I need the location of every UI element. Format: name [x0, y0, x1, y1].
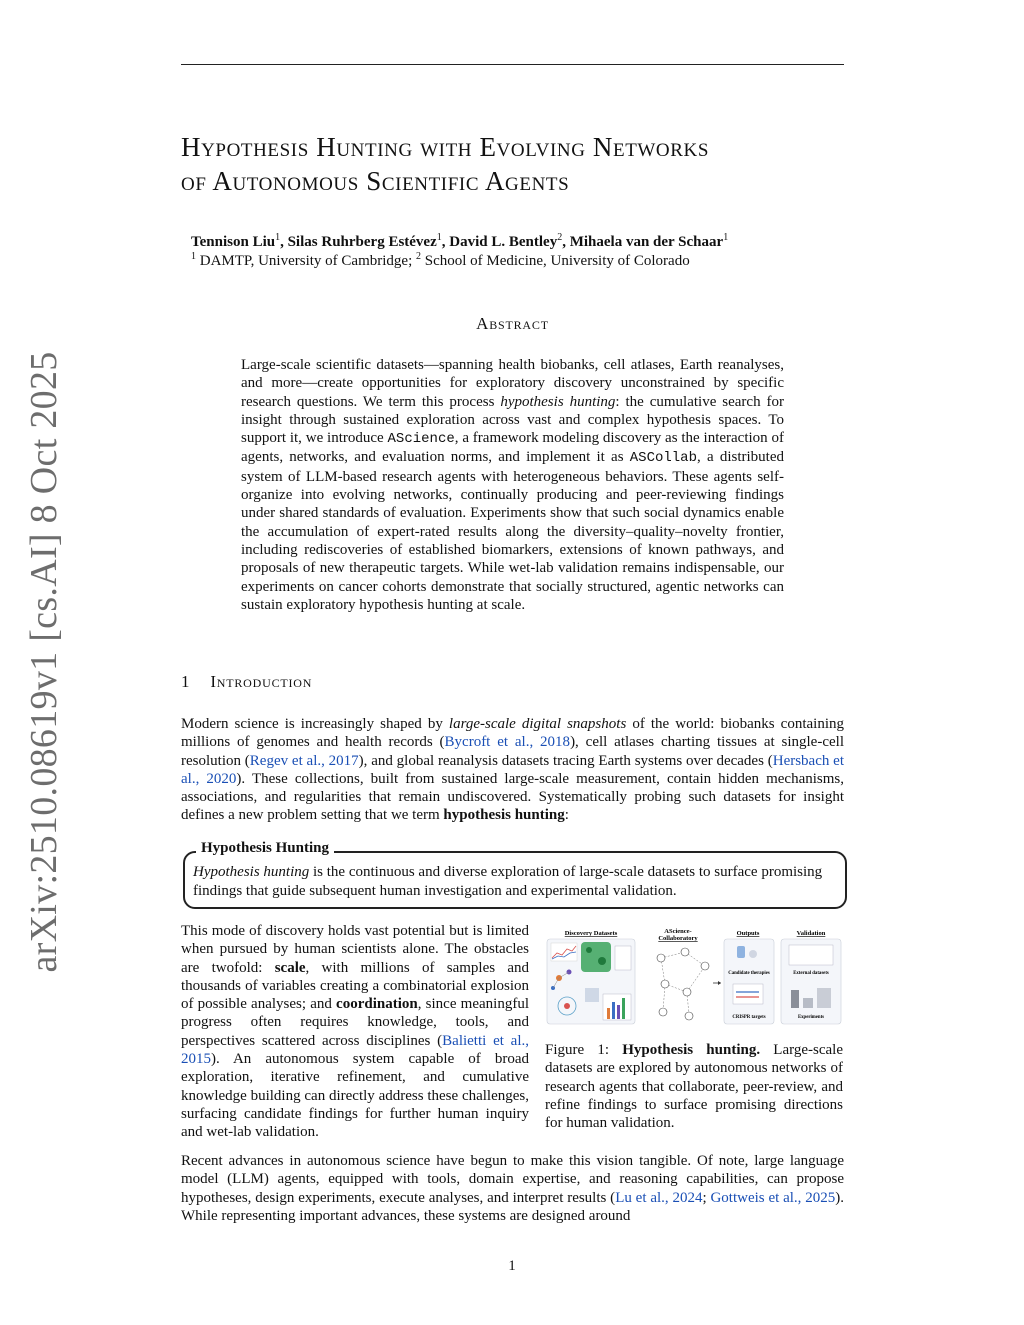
body-text: This mode of discovery holds vast potential but is limited when pursued by human scientists alone. The obstacles are twofold: [181, 923, 529, 976]
intro-paragraph-3 [181, 1152, 844, 1225]
definition-emphasis: Hypothesis hunting [193, 864, 310, 880]
heatmap-cell [586, 947, 592, 953]
definition-text: is the continuous and diverse exploration of large-scale datasets to surface promising findings that guide subsequent human investigation and experimental validation. [193, 864, 823, 899]
molecule-icon [749, 950, 757, 958]
section-heading-introduction [181, 672, 312, 692]
definition-box-text [193, 863, 839, 900]
author-affiliation-mark: 1 [275, 232, 281, 243]
microscope-icon [791, 990, 799, 1008]
body-bold: coordination [336, 996, 418, 1013]
validation-experiments-label: Experiments [797, 1015, 825, 1020]
citation-link[interactable]: Hersbach et al., 2020 [181, 752, 844, 787]
affiliations [191, 247, 831, 271]
panel-label-ascience-1: AScience- [664, 928, 692, 935]
citation-link[interactable]: Balietti et al., 2015 [181, 1032, 530, 1068]
external-data-thumbnail [789, 945, 833, 965]
title-line-1: Hypothesis Hunting with Evolving Networks [181, 132, 710, 162]
caption-label: Figure 1: [545, 1042, 623, 1058]
heatmap-cell [598, 957, 606, 965]
citation-link[interactable]: Regev et al., 2017 [249, 752, 359, 769]
validation-external-label: External datasets [793, 971, 829, 976]
intro-paragraph-2 [181, 922, 529, 1142]
abstract-text: , a distributed system of LLM-based research agents with heterogeneous behaviors. These agents self-organize into evolving networks, continually producing and peer-reviewing findings under shared standards of evaluation. Experiments show that such social dynamics enable the accumulation of expert-rated results along the diversity–quality–novelty frontier, including rediscoveries of established biomarkers, extensions of known pathways, and proposals of new therapeutic targets. While wet-lab validation remains indispensable, our experiments on cancer cohorts demonstrate that socially structured, agentic networks can sustain exploratory hypothesis hunting at scale. [241, 449, 784, 613]
page-number: 1 [508, 1258, 516, 1274]
body-text: ), and global reanalysis datasets tracing Earth systems over decades ( [358, 752, 773, 769]
body-text: ), cell atlases charting tissues at single-cell resolution ( [181, 734, 844, 769]
citation-link[interactable]: Lu et al., 2024 [615, 1189, 703, 1206]
flow-arrowhead [718, 981, 721, 985]
author-list: Tennison Liu$^1$, Silas Ruhrberg Estévez$^1$, David L. Bentley$^2$, Mihaela van der Schaar$^1$ [191, 232, 729, 250]
body-text: ). An autonomous system capable of broad exploration, iterative refinement, and cumulative knowledge building can directly address these challenges, surfacing candidate findings for further human inquiry and wet-lab validation. [181, 1051, 529, 1141]
author-affiliation-mark: 1 [436, 232, 442, 243]
author-affiliation-mark: 2 [557, 232, 563, 243]
author-name: David L. Bentley [449, 234, 558, 250]
body-text: , with millions of samples and thousands of variables creating a combinatorial explosion of possible analyses; and [181, 959, 529, 1013]
body-bold: hypothesis hunting [443, 807, 565, 824]
abstract-body [241, 356, 784, 614]
abstract-emphasis: hypothesis hunting [500, 393, 616, 410]
caption-bold: Hypothesis hunting. [622, 1042, 761, 1058]
paper-title [181, 130, 861, 198]
output-candidate-label: Candidate therapies [728, 971, 770, 976]
panel-label-outputs: Outputs [736, 930, 760, 937]
outputs-panel [724, 939, 774, 1024]
author-name: Tennison Liu [191, 234, 276, 250]
lab-equipment-icon [817, 988, 831, 1008]
body-emphasis: large-scale digital snapshots [448, 716, 627, 732]
bar-mark [617, 1005, 620, 1019]
image-thumbnail [585, 988, 599, 1002]
intro-paragraph-1 [181, 715, 844, 825]
author-name: Mihaela van der Schaar [569, 234, 724, 250]
body-text: ; [702, 1189, 711, 1206]
ascollab-code: ASCollab [629, 450, 697, 467]
affiliation-mark: 2 [415, 251, 421, 262]
panel-label-ascience-2: Collaboratory [658, 935, 698, 942]
arxiv-stamp[interactable]: arXiv:2510.08619v1 [cs.AI] 8 Oct 2025 [23, 351, 65, 973]
body-text: ). While representing important advances, these systems are designed around [181, 1189, 844, 1224]
caption-text: Large-scale datasets are explored by autonomous networks of research agents that collaborate, peer-review, and refine findings to surface promising directions for human validation. [545, 1042, 843, 1132]
cell-network-center [564, 1003, 570, 1009]
abstract-heading: Abstract [476, 314, 549, 333]
figure-1-svg [545, 928, 843, 1028]
pill-icon [737, 946, 745, 958]
body-text: ). These collections, built from sustained large-scale measurement, contain hidden mechanisms, associations, and regularities that remain undiscovered. Systematically probing such datasets for insight defines a new problem setting that we term [181, 770, 844, 824]
definition-box-title: Hypothesis Hunting [196, 840, 334, 857]
bar-mark [622, 998, 625, 1019]
header-rule [181, 64, 844, 65]
author-affiliation-mark: 1 [723, 232, 729, 243]
figure-1-caption [545, 1041, 843, 1132]
body-text: of the world: biobanks containing millions of genomes and health records ( [181, 716, 844, 751]
affiliation-colorado: School of Medicine, University of Colorado [424, 253, 690, 269]
abstract-text: : the cumulative search for insight through sustained exploration across vast and complex hypothesis spaces. To support it, we introduce [241, 393, 784, 447]
title-line-2: of Autonomous Scientific Agents [181, 166, 570, 196]
body-bold: scale [274, 959, 306, 976]
crispr-thumbnail [733, 984, 763, 1004]
body-text: : [564, 807, 569, 824]
author-name: Silas Ruhrberg Estévez [287, 234, 437, 250]
body-text: Modern science is increasingly shaped by [181, 716, 449, 732]
heatmap-thumbnail [581, 942, 611, 972]
figure-1-diagram [545, 928, 843, 1028]
body-text: , since meaningful progress often requires knowledge, tools, and perspectives scattered across disciplines ( [181, 996, 529, 1049]
output-crispr-label: CRISPR targets [732, 1015, 766, 1020]
citation-link[interactable]: Bycroft et al., 2018 [444, 734, 571, 751]
bar-mark [607, 1008, 610, 1019]
abstract-text: Large-scale scientific datasets—spanning health biobanks, cell atlases, Earth reanalyses, and more—create opportunities for exploratory discovery unconstrained by specific research questions. We term this process [241, 357, 784, 410]
bar-mark [612, 1002, 615, 1019]
section-number: 1 [181, 672, 191, 691]
citation-link[interactable]: Gottweis et al., 2025 [710, 1189, 836, 1206]
body-text: Recent advances in autonomous science have begun to make this vision tangible. Of note, large language model (LLM) agents, equipped with tools, domain expertise, and reasoning capabilities, can propose hypotheses, design experiments, execute analyses, and interpret results ( [181, 1153, 844, 1206]
panel-label-discovery: Discovery Datasets [564, 930, 618, 937]
lab-equipment-icon [803, 998, 813, 1008]
section-title: Introduction [210, 672, 313, 691]
agent-nodes [657, 948, 709, 1020]
affiliation-cambridge: DAMTP, University of Cambridge; [199, 253, 413, 269]
table-thumbnail [615, 946, 631, 970]
affiliation-mark: 1 [191, 251, 196, 262]
abstract-text: , a framework modeling discovery as the interaction of agents, networks, and evaluation norms, and implement it as [241, 430, 784, 466]
panel-label-validation: Validation [796, 930, 826, 937]
ascience-code: AScience [387, 431, 455, 448]
